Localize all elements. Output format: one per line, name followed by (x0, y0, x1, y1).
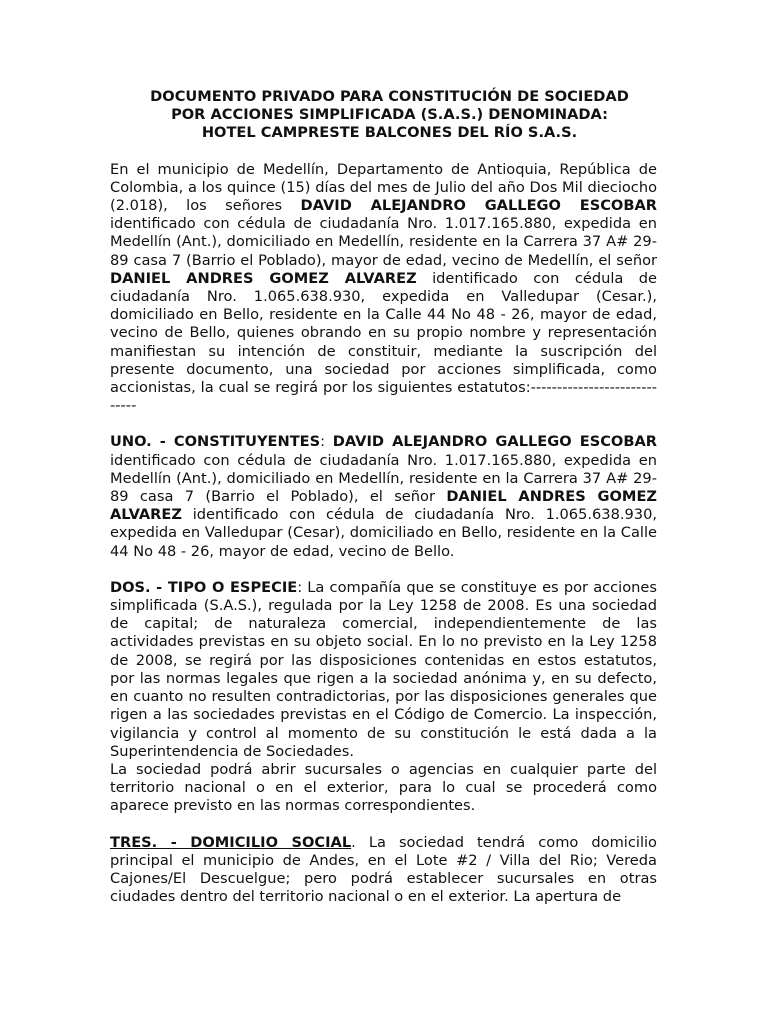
clause-dos (110, 579, 657, 761)
clause-dos-heading: DOS. - TIPO O ESPECIE (110, 578, 298, 596)
intro-text-2: identificado con cédula de ciudadanía Nro. 1.017.165.880, expedida en Medellín (Ant.), domiciliado en Medellín, residente en la Carrera 37 A# 29-89 casa 7 (Barrio el Poblado), mayor de edad, vecino de Medellín, el señor (110, 215, 657, 269)
clause-uno-text-1: identificado con cédula de ciudadanía Nro. 1.017.165.880, expedida en Medellín (Ant.), domiciliado en Medellín, residente en la Carrera 37 A# 29-89 casa 7 (Barrio el Poblado), el señor (110, 451, 657, 506)
clause-uno-name-2: DANIEL ANDRES GOMEZ ALVAREZ (110, 488, 657, 524)
intro-text-1: En el municipio de Medellín, Departamento de Antioquia, República de Colombia, a los quince (15) días del mes de Julio del año Dos Mil dieciocho (2.018), los señores (110, 160, 657, 215)
title-line-2: POR ACCIONES SIMPLIFICADA (S.A.S.) DENOMINADA: (171, 106, 608, 124)
document-page (110, 88, 657, 906)
title-line-3: HOTEL CAMPRESTE BALCONES DEL RÍO S.A.S. (201, 124, 578, 142)
intro-text-3: identificado con cédula de ciudadanía Nro. 1.065.638.930, expedida en Valledupar (Cesar.), domiciliado en Bello, residente en la Calle 44 No 48 - 26, mayor de edad, vecino de Bello, quienes obrando en su propio nombre y representación manifiestan su intención de constituir, mediante la suscripción del presente documento, una sociedad por acciones simplificada, como accionistas, la cual se regirá por los siguientes estatutos:----------------------------- (110, 269, 657, 415)
intro-paragraph (110, 161, 657, 416)
clause-tres-heading (110, 834, 351, 851)
paragraph-spacer (110, 816, 657, 834)
paragraph-spacer (110, 561, 657, 579)
clause-uno-text-2: identificado con cédula de ciudadanía Nro. 1.065.638.930, expedida en Valledupar (Cesar), domiciliado en Bello, residente en la Calle 44 No 48 - 26, mayor de edad, vecino de Bello. (110, 506, 657, 560)
clause-tres (110, 834, 657, 907)
clause-dos-sucursales (110, 761, 657, 816)
title-line-1: DOCUMENTO PRIVADO PARA CONSTITUCIÓN DE SOCIEDAD (150, 88, 629, 105)
clause-dos-text-1: : La compañía que se constituye es por acciones simplificada (S.A.S.), regulada por la Ley 1258 de 2008. Es una sociedad de capital; de naturaleza comercial, independientemente de las actividades previstas en su objeto social. En lo no previsto en la Ley 1258 de 2008, se regirá por las disposiciones contenidas en estos estatutos, por las normas legales que rigen a la sociedad anónima y, en su defecto, en cuanto no resulten contradictorias, por las disposiciones generales que rigen a las sociedades previstas en el Código de Comercio. La inspección, vigilancia y control al momento de su constitución le está dada a la Superintendencia de Sociedades. (110, 578, 657, 760)
clause-dos-text-2: La sociedad podrá abrir sucursales o agencias en cualquier parte del territorio nacional o en el exterior, para lo cual se procederá como aparece previsto en las normas correspondientes. (110, 760, 657, 815)
clause-uno-heading: UNO. - CONSTITUYENTES (110, 433, 321, 451)
intro-name-2: DANIEL ANDRES GOMEZ ALVAREZ (110, 269, 417, 287)
clause-tres-heading-text: TRES. - DOMICILIO SOCIAL (110, 833, 352, 851)
clause-tres-text-1: . La sociedad tendrá como domicilio principal el municipio de Andes, en el Lote #2 / Villa del Rio; Vereda Cajones/El Descuelgue; pero podrá establecer sucursales en otras ciudades dentro del territorio nacional o en el exterior. La apertura de (110, 833, 657, 906)
intro-name-1: DAVID ALEJANDRO GALLEGO ESCOBAR (300, 197, 657, 215)
clause-uno-colon: : (320, 433, 333, 451)
document-title (110, 88, 657, 143)
paragraph-spacer (110, 415, 657, 433)
clause-uno-name-1: DAVID ALEJANDRO GALLEGO ESCOBAR (332, 433, 657, 451)
clause-uno (110, 433, 657, 560)
